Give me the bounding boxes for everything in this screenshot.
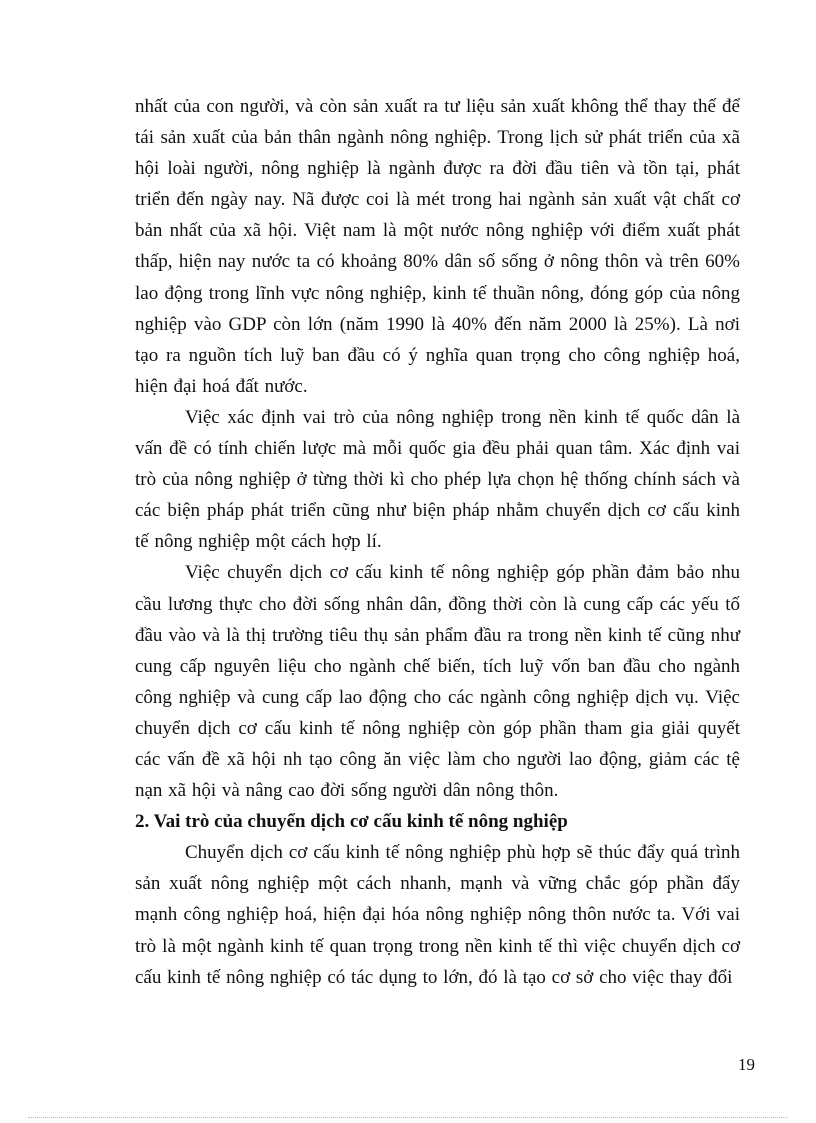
paragraph-continuation: nhất của con người, và còn sản xuất ra tư liệu sản xuất không thể thay thế để tái sản xuất của bản thân ngành nông nghiệp. Trong lịch sử phát triển của xã hội loài người, nông nghiệp là ngành được ra đời đầu tiên và tồn tại, phát triển đến ngày nay. Nã được coi là mét trong hai ngành sản xuất vật chất cơ bản nhất của xã hội. Việt nam là một nước nông nghiệp với điểm xuất phát thấp, hiện nay nước ta có khoảng 80% dân số sống ở nông thôn và trên 60% lao động trong lĩnh vực nông nghiệp, kinh tế thuần nông, đóng góp của nông nghiệp vào GDP còn lớn (năm 1990 là 40% đến năm 2000 là 25%). Là nơi tạo ra nguồn tích luỹ ban đầu có ý nghĩa quan trọng cho công nghiệp hoá, hiện đại hoá đất nước. <box>135 96 740 397</box>
page-number: 19 <box>738 1055 755 1074</box>
page-bottom-divider <box>28 1117 788 1118</box>
paragraph-role-definition: Việc xác định vai trò của nông nghiệp trong nền kinh tế quốc dân là vấn đề có tính chiến lược mà mỗi quốc gia đều phải quan tâm. Xác định vai trò của nông nghiệp ở từng thời kì cho phép lựa chọn hệ thống chính sách và các biện pháp phát triển cũng như biện pháp nhằm chuyển dịch cơ cấu kinh tế nông nghiệp một cách hợp lí. <box>135 406 740 553</box>
paragraph-restructuring-benefits: Việc chuyển dịch cơ cấu kinh tế nông nghiệp góp phần đảm bảo nhu cầu lương thực cho đời sống nhân dân, đồng thời còn là cung cấp các yếu tố đầu vào và là thị trường tiêu thụ sản phẩm đầu ra trong nền kinh tế cũng như cung cấp nguyên liệu cho ngành chế biến, tích luỹ vốn ban đầu cho ngành công nghiệp và cung cấp lao động cho các ngành công nghiệp dịch vụ. Việc chuyển dịch cơ cấu kinh tế nông nghiệp còn góp phần tham gia giải quyết các vấn đề xã hội nh tạo công ăn việc làm cho người lao động, giảm các tệ nạn xã hội và nâng cao đời sống người dân nông thôn. <box>135 562 740 802</box>
section-heading: 2. Vai trò của chuyển dịch cơ cấu kinh tế nông nghiệp <box>135 811 568 833</box>
paragraph-section-intro: Chuyển dịch cơ cấu kinh tế nông nghiệp phù hợp sẽ thúc đẩy quá trình sản xuất nông nghiệp một cách nhanh, mạnh và vững chắc góp phần đẩy mạnh công nghiệp hoá, hiện đại hóa nông nghiệp nông thôn nước ta. Với vai trò là một ngành kinh tế quan trọng trong nền kinh tế thì việc chuyển dịch cơ cấu kinh tế nông nghiệp có tác dụng to lớn, đó là tạo cơ sở cho việc thay đổi <box>135 842 740 988</box>
body-text <box>135 91 740 993</box>
